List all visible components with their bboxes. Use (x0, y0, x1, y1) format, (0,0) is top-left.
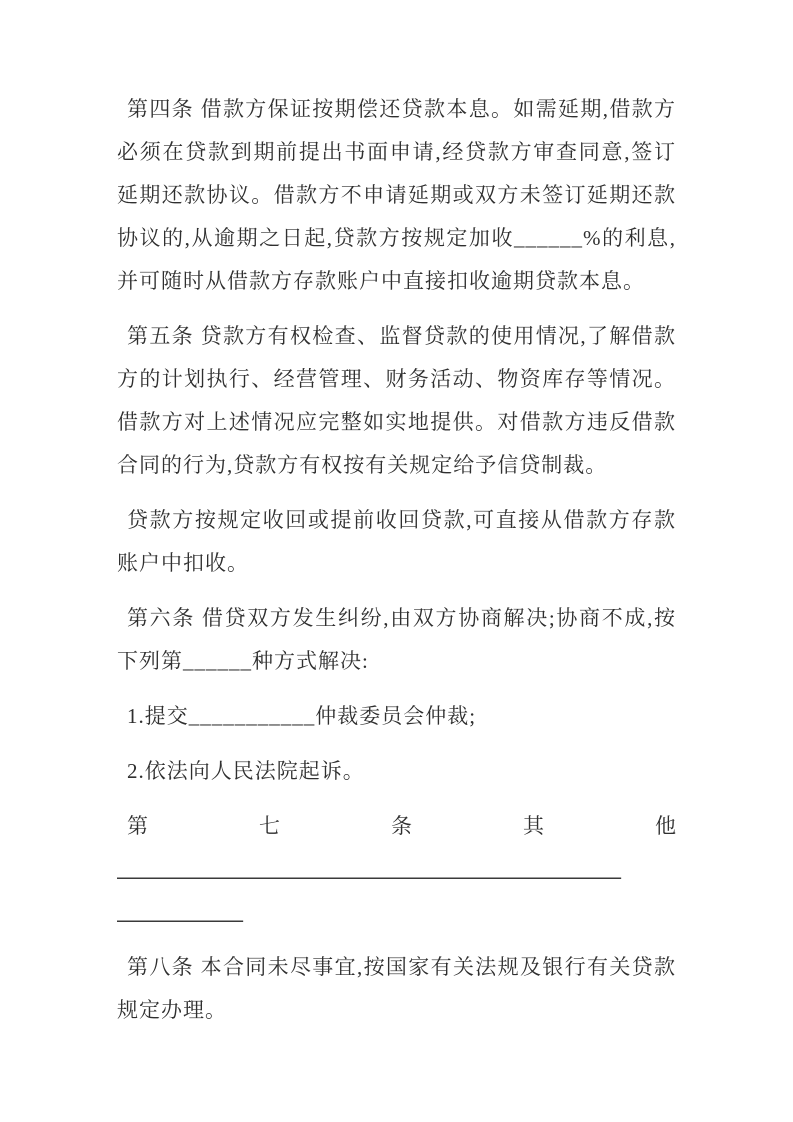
paragraph-recover-clause: 贷款方按规定收回或提前收回贷款,可直接从借款方存款账户中扣收。 (117, 508, 676, 575)
paragraph-article-7 (117, 805, 676, 934)
article-7-char-5: 他 (655, 814, 676, 838)
article-7-heading (117, 805, 676, 848)
article-7-char-3: 条 (391, 814, 412, 838)
article-7-blank-line-short: ____________ (117, 900, 243, 924)
paragraph-article-8: 第八条 本合同未尽事宜,按国家有关法规及银行有关贷款规定办理。 (117, 955, 676, 1022)
article-7-char-2: 七 (259, 814, 280, 838)
paragraph-article-5: 第五条 贷款方有权检查、监督贷款的使用情况,了解借款方的计划执行、经营管理、财务活动、物资库存等情况。借款方对上述情况应完整如实地提供。对借款方违反借款合同的行为,贷款方有权按有关规定给予信贷制裁。 (117, 324, 676, 477)
article-7-char-1: 第 (127, 814, 148, 838)
article-7-blank-line-long: ________________________________________________ (117, 857, 621, 881)
paragraph-option-1: 1.提交___________仲裁委员会仲裁; (127, 704, 477, 728)
paragraph-article-4: 第四条 借款方保证按期偿还贷款本息。如需延期,借款方必须在贷款到期前提出书面申请,经贷款方审查同意,签订延期还款协议。借款方不申请延期或双方未签订延期还款协议的,从逾期之日起,贷款方按规定加收______%的利息,并可随时从借款方存款账户中直接扣收逾期贷款本息。 (117, 97, 676, 293)
article-7-char-4: 其 (523, 814, 544, 838)
paragraph-option-2: 2.依法向人民法院起诉。 (127, 759, 365, 783)
paragraph-article-6: 第六条 借贷双方发生纠纷,由双方协商解决;协商不成,按下列第______种方式解决: (117, 606, 676, 673)
